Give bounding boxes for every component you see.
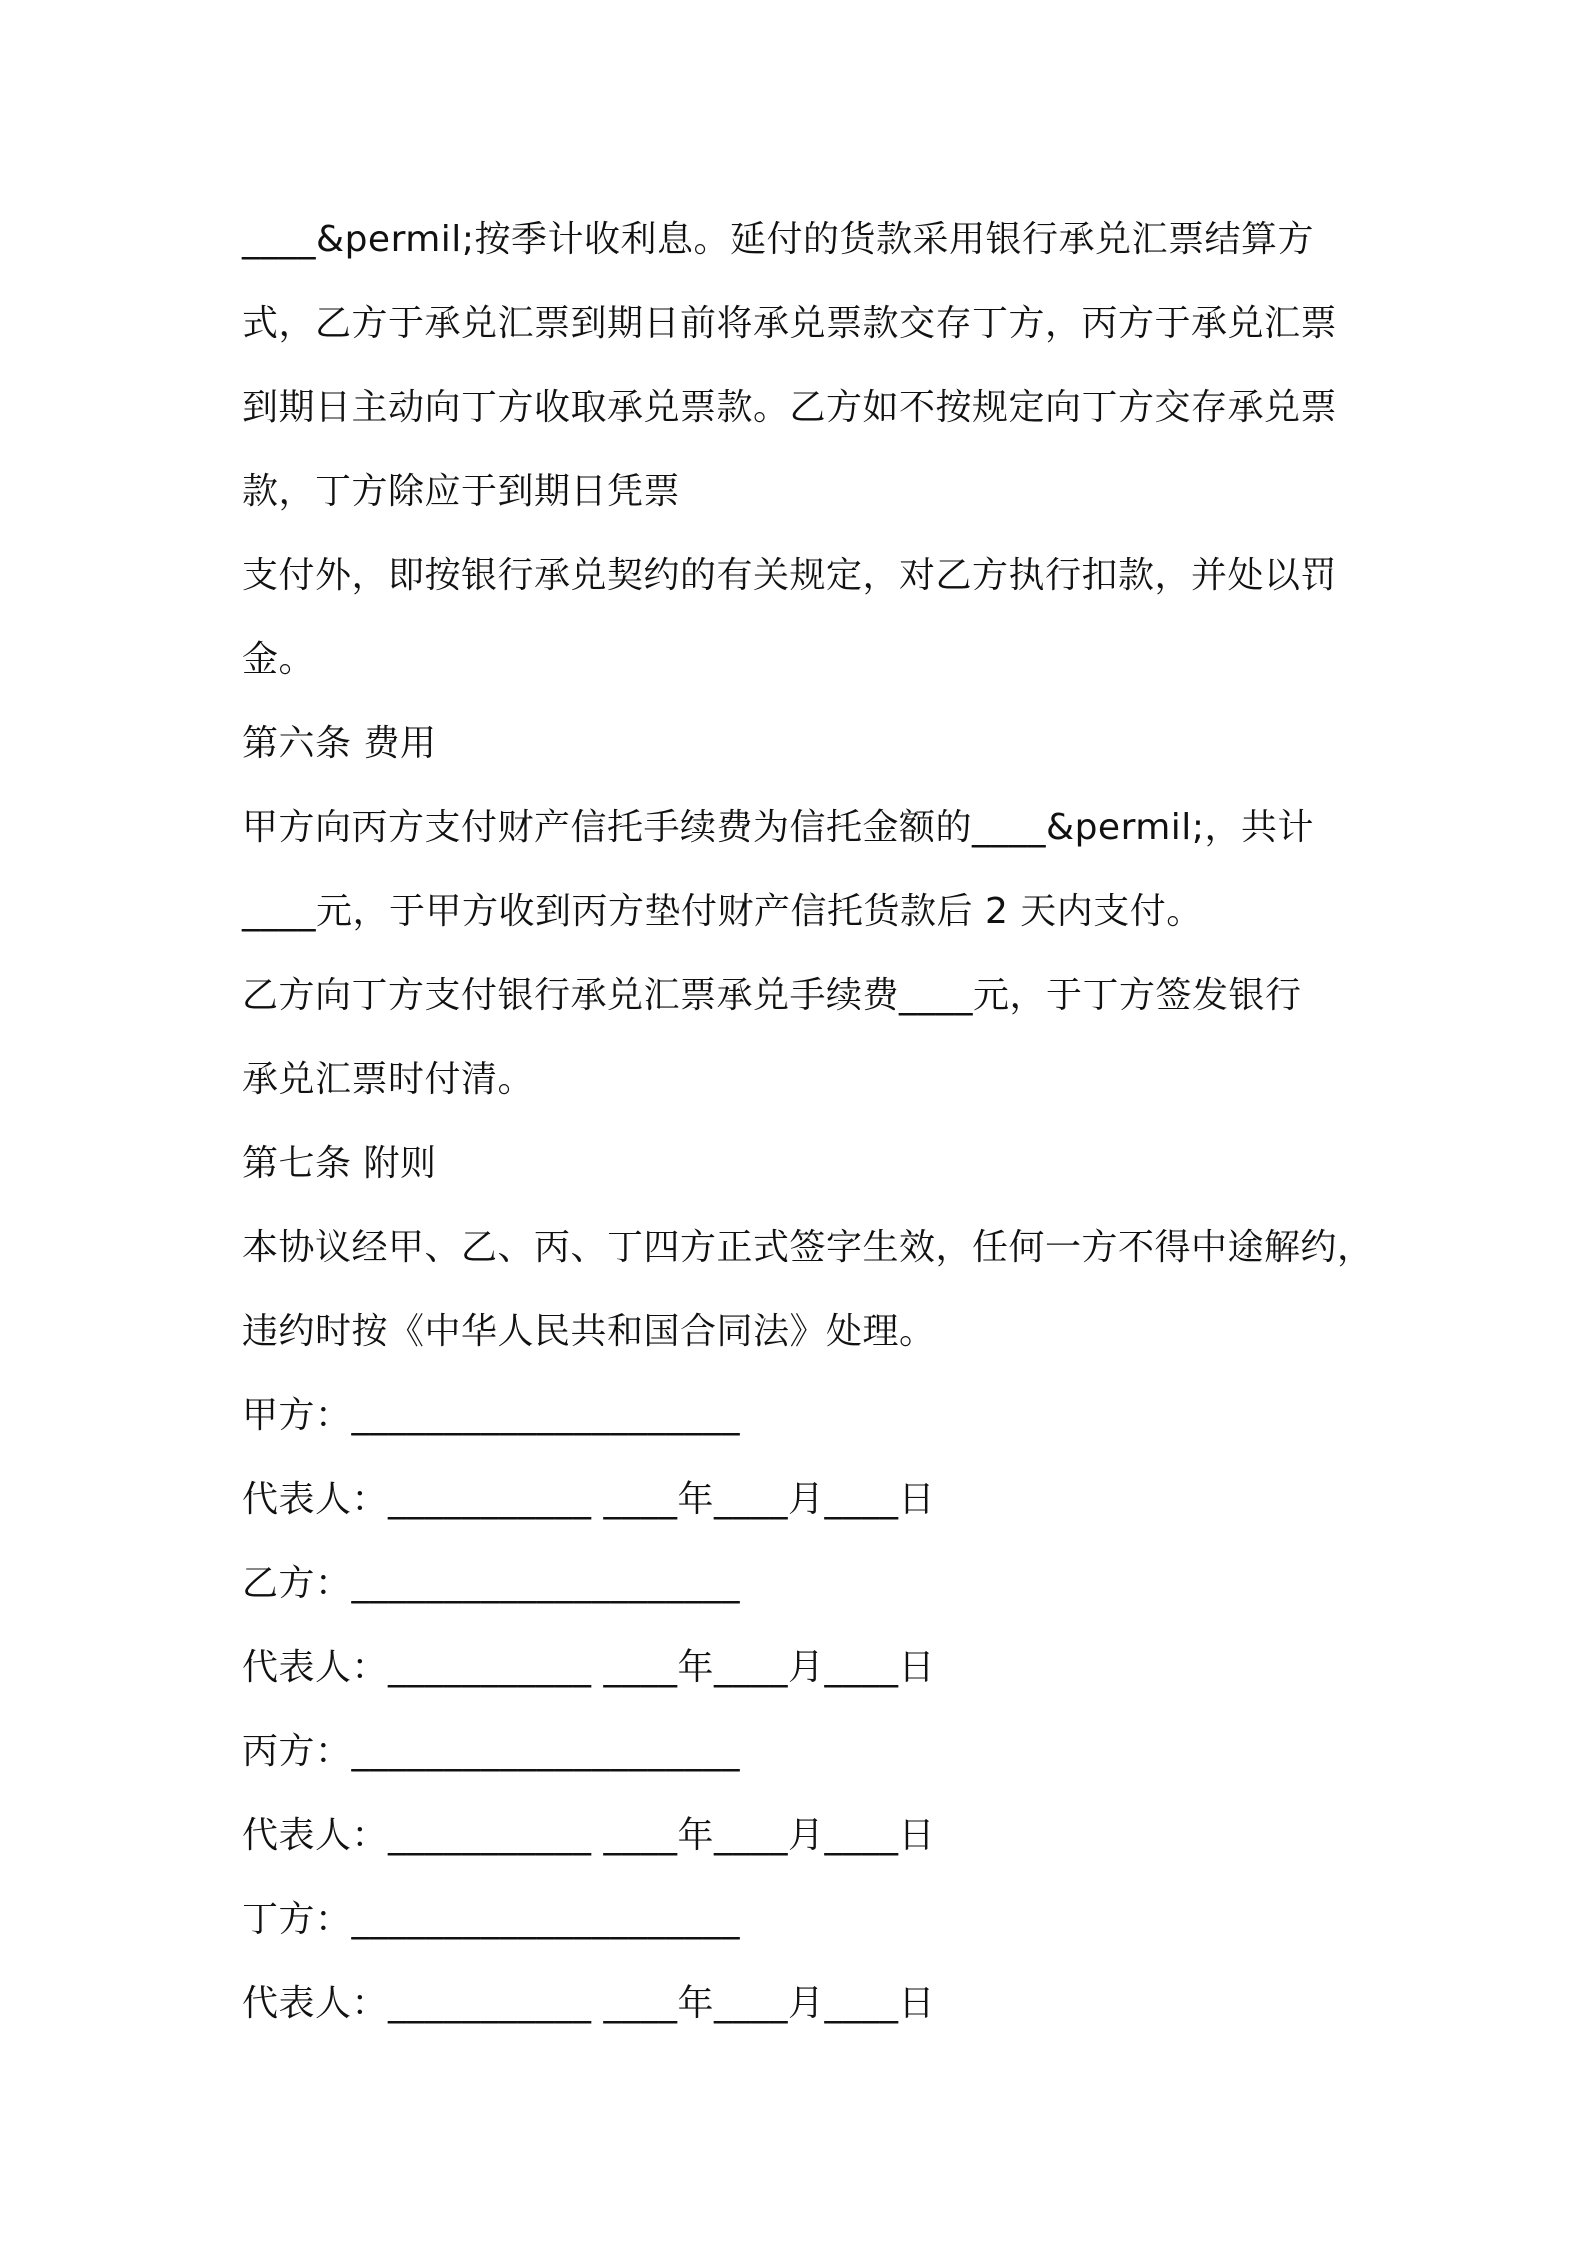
text-line: 款，丁方除应于到期日凭票	[242, 471, 681, 512]
text-line: 违约时按《中华人民共和国合同法》处理。	[242, 1311, 936, 1352]
text-line: 乙方向丁方支付银行承兑汇票承兑手续费____元，于丁方签发银行	[242, 975, 1302, 1016]
party-b-signature-line: 乙方：_____________________	[242, 1563, 741, 1604]
text-line: ____&permil;按季计收利息。延付的货款采用银行承兑汇票结算方	[242, 219, 1314, 260]
text-line: 到期日主动向丁方收取承兑票款。乙方如不按规定向丁方交存承兑票	[242, 387, 1338, 428]
representative-date-line: 代表人：___________ ____年____月____日	[242, 1983, 935, 2024]
section-heading: 第六条 费用	[242, 723, 437, 764]
party-d-signature-line: 丁方：_____________________	[242, 1899, 741, 1940]
text-line: ____元，于甲方收到丙方垫付财产信托货款后 2 天内支付。	[242, 891, 1203, 932]
representative-date-line: 代表人：___________ ____年____月____日	[242, 1479, 935, 1520]
section-heading: 第七条 附则	[242, 1143, 437, 1184]
representative-date-line: 代表人：___________ ____年____月____日	[242, 1647, 935, 1688]
text-line: 式，乙方于承兑汇票到期日前将承兑票款交存丁方，丙方于承兑汇票	[242, 303, 1338, 344]
text-line: 本协议经甲、乙、丙、丁四方正式签字生效，任何一方不得中途解约，	[242, 1227, 1374, 1268]
text-line: 金。	[242, 639, 316, 680]
text-line: 甲方向丙方支付财产信托手续费为信托金额的____&permil;，共计	[242, 807, 1314, 848]
text-line: 支付外，即按银行承兑契约的有关规定，对乙方执行扣款，并处以罚	[242, 555, 1338, 596]
document-page	[242, 198, 1374, 2046]
party-c-signature-line: 丙方：_____________________	[242, 1731, 741, 1772]
text-line: 承兑汇票时付清。	[242, 1059, 535, 1100]
representative-date-line: 代表人：___________ ____年____月____日	[242, 1815, 935, 1856]
party-a-signature-line: 甲方：_____________________	[242, 1395, 741, 1436]
